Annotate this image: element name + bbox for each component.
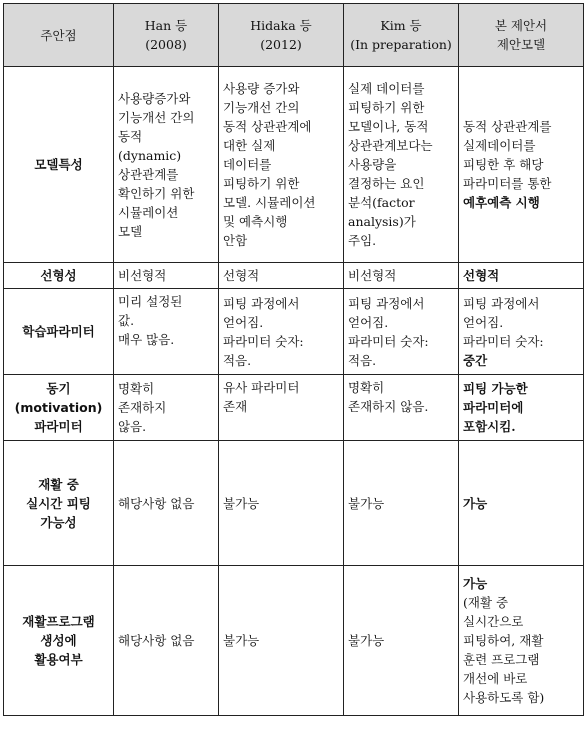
cell-text: 값.	[118, 313, 135, 328]
cell-text: 동적	[118, 128, 143, 144]
cell-text: 비선형적	[348, 268, 397, 283]
proposed-cell	[459, 441, 584, 566]
cell-text: 모델특성	[34, 157, 83, 172]
aspect-cell	[4, 289, 114, 375]
cell-text: 주임.	[348, 233, 377, 248]
cell-text-bold: 가능	[463, 495, 488, 511]
aspect-cell	[4, 375, 114, 441]
cell-text: 사용량 증가와	[223, 81, 300, 96]
header-hidaka: Hidaka 등 (2012)	[219, 4, 344, 67]
proposed-cell	[459, 263, 584, 289]
cell-text: 존재하지	[118, 400, 167, 415]
cell-text: 해당사항 없음	[118, 495, 195, 511]
cell-text: 파라미터 숫자:	[223, 333, 304, 349]
cell-text: 기능개선 간의	[223, 100, 300, 115]
header-aspect: 주안점	[4, 4, 114, 67]
cell-text: 동적 상관관계를	[463, 119, 552, 134]
hidaka-cell	[219, 263, 344, 289]
hidaka-cell	[219, 67, 344, 263]
cell-text: 피팅하기 위한	[348, 100, 425, 115]
cell-text: 적음.	[348, 352, 377, 368]
cell-text: 데이터를	[223, 157, 272, 172]
cell-text: 가능성	[40, 514, 77, 530]
cell-text: 선형적	[223, 268, 260, 283]
table-row	[4, 67, 584, 263]
cell-text: 사용량증가와	[118, 90, 191, 106]
cell-text: 실제 데이터를	[348, 81, 425, 96]
cell-text-bold: 가능	[463, 576, 488, 591]
cell-text: 피팅 과정에서	[463, 295, 540, 311]
cell-text: 및 예측시행	[223, 214, 288, 229]
cell-text: 얻어짐.	[223, 314, 264, 330]
aspect-cell	[4, 67, 114, 263]
kim-cell	[344, 263, 459, 289]
table-row	[4, 566, 584, 716]
table-row	[4, 263, 584, 289]
cell-text: 존재	[223, 399, 248, 414]
cell-text: 분석(factor	[348, 195, 415, 210]
cell-text: 피팅 과정에서	[223, 295, 300, 311]
han-cell	[114, 441, 219, 566]
cell-text-bold: 예후예측 시행	[463, 195, 540, 210]
hidaka-cell	[219, 566, 344, 716]
cell-text-bold: 중간	[463, 352, 488, 368]
cell-text: 시뮬레이션	[118, 204, 179, 220]
hidaka-cell	[219, 441, 344, 566]
han-cell	[114, 263, 219, 289]
cell-text-bold: 피팅 가능한	[463, 381, 528, 396]
model-comparison-table	[3, 3, 584, 716]
cell-text: 상관관계보다는	[348, 138, 433, 153]
cell-text: 실제데이터를	[463, 138, 536, 153]
cell-text: 확인하기 위한	[118, 185, 195, 201]
cell-text-bold: 파라미터에	[463, 400, 524, 415]
cell-text: (재활 중	[463, 595, 509, 610]
proposed-cell	[459, 289, 584, 375]
cell-text: 피팅하여, 재활	[463, 633, 544, 648]
han-cell	[114, 566, 219, 716]
header-proposed: 본 제안서 제안모델	[459, 4, 584, 67]
header-han: Han 등 (2008)	[114, 4, 219, 67]
cell-text: 얻어짐.	[348, 314, 389, 330]
cell-text: 불가능	[223, 495, 260, 511]
cell-text: 재활 중	[38, 476, 79, 492]
cell-text: 선형성	[40, 268, 77, 283]
cell-text: 불가능	[223, 633, 260, 648]
cell-text: 대한 실제	[223, 138, 276, 153]
cell-text: 실시간 피팅	[26, 495, 91, 511]
cell-text: 사용량을	[348, 157, 397, 172]
cell-text: 피팅한 후 해당	[463, 157, 544, 172]
proposed-cell	[459, 67, 584, 263]
cell-text: (dynamic)	[118, 147, 182, 163]
kim-cell	[344, 441, 459, 566]
cell-text: 불가능	[348, 495, 385, 511]
cell-text: 존재하지 않음.	[348, 399, 429, 414]
cell-text: 명확히	[118, 381, 155, 396]
hidaka-cell	[219, 375, 344, 441]
cell-text-bold: 선형적	[463, 268, 500, 283]
cell-text: 매우 많음.	[118, 332, 175, 347]
cell-text: 피팅 과정에서	[348, 295, 425, 311]
cell-text: 개선에 바로	[463, 671, 528, 686]
cell-text: 활용여부	[34, 652, 83, 667]
cell-text: 불가능	[348, 633, 385, 648]
kim-cell	[344, 289, 459, 375]
aspect-cell	[4, 566, 114, 716]
cell-text: 동적 상관관계에	[223, 119, 312, 134]
aspect-cell	[4, 263, 114, 289]
cell-text: 해당사항 없음	[118, 633, 195, 648]
table-row	[4, 375, 584, 441]
cell-text: 결정하는 요인	[348, 176, 425, 191]
cell-text: 실시간으로	[463, 614, 524, 629]
header-kim: Kim 등 (In preparation)	[344, 4, 459, 67]
cell-text: analysis)가	[348, 214, 416, 229]
cell-text: 피팅하기 위한	[223, 176, 300, 191]
cell-text: 기능개선 간의	[118, 109, 195, 125]
kim-cell	[344, 566, 459, 716]
cell-text: 상관관계를	[118, 166, 179, 182]
comparison-table-container	[3, 3, 584, 716]
cell-text-bold: 포함시킴.	[463, 419, 516, 434]
cell-text: 안함	[223, 233, 248, 248]
cell-text: 훈련 프로그램	[463, 652, 540, 667]
cell-text: 미리 설정된	[118, 294, 183, 309]
kim-cell	[344, 375, 459, 441]
table-body	[4, 67, 584, 716]
kim-cell	[344, 67, 459, 263]
cell-text: 파라미터 숫자:	[348, 333, 429, 349]
cell-text: 비선형적	[118, 268, 167, 283]
cell-text: 파라미터 숫자:	[463, 333, 544, 349]
table-row	[4, 289, 584, 375]
han-cell	[114, 289, 219, 375]
cell-text: 파라미터	[34, 419, 83, 434]
cell-text: 사용하도록 함)	[463, 690, 545, 705]
cell-text: 생성에	[40, 633, 77, 648]
cell-text: 모델이나, 동적	[348, 119, 429, 134]
cell-text: 유사 파라미터	[223, 380, 300, 395]
cell-text: 학습파라미터	[22, 324, 95, 339]
cell-text: 적음.	[223, 352, 252, 368]
table-row	[4, 441, 584, 566]
proposed-cell	[459, 375, 584, 441]
cell-text: 파라미터를 통한	[463, 176, 552, 191]
aspect-cell	[4, 441, 114, 566]
cell-text: 재활프로그램	[22, 614, 95, 629]
cell-text: 모델. 시뮬레이션	[223, 195, 316, 210]
cell-text: 모델	[118, 223, 143, 239]
header-row	[4, 4, 584, 67]
cell-text: 않음.	[118, 419, 147, 434]
hidaka-cell	[219, 289, 344, 375]
cell-text: 동기(motivation)	[14, 381, 103, 415]
cell-text: 얻어짐.	[463, 314, 504, 330]
han-cell	[114, 67, 219, 263]
proposed-cell	[459, 566, 584, 716]
cell-text: 명확히	[348, 380, 385, 395]
han-cell	[114, 375, 219, 441]
